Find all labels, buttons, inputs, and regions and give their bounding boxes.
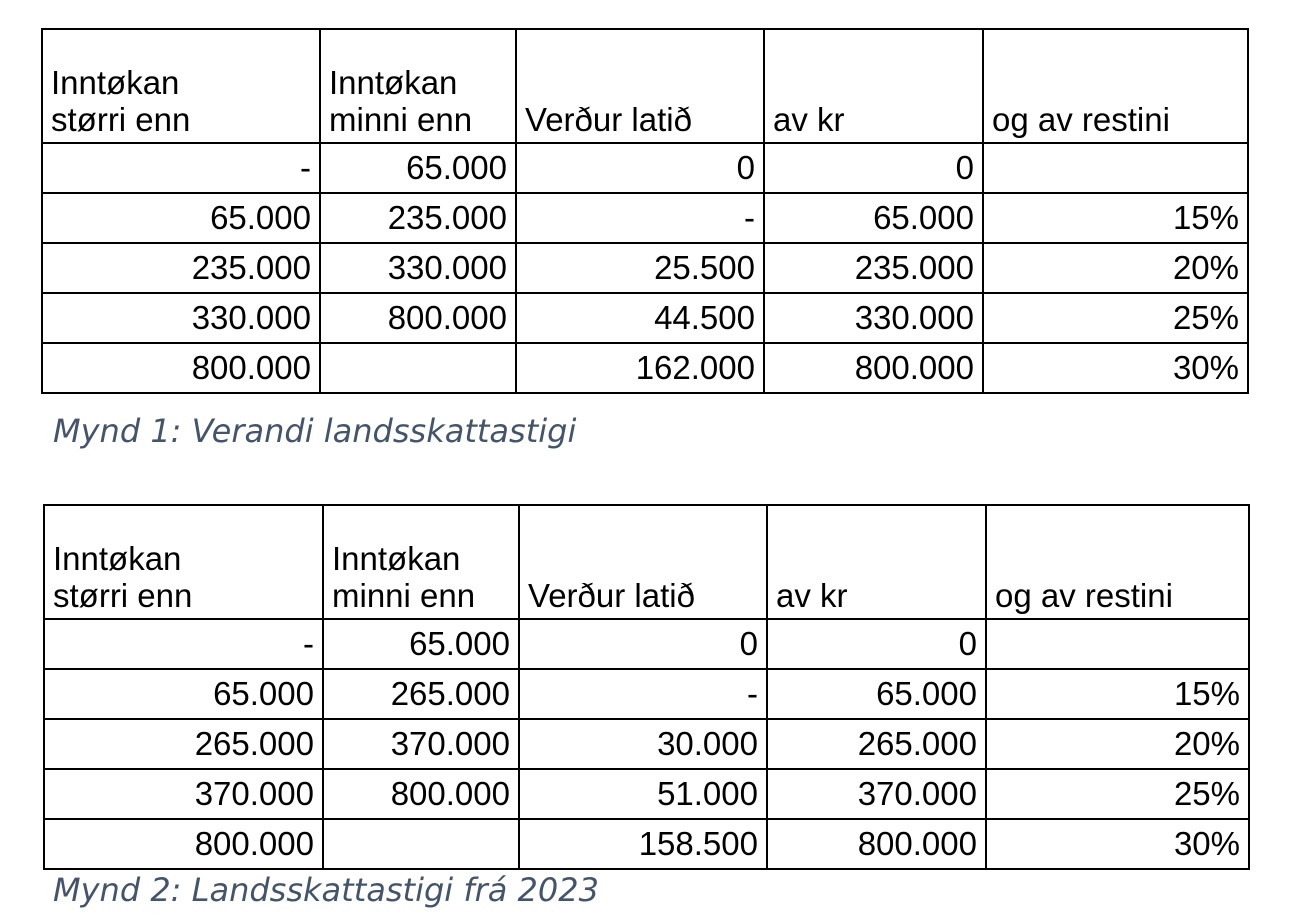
table-row xyxy=(44,769,1249,819)
table-cell: 51.000 xyxy=(519,769,767,819)
table-cell: 235.000 xyxy=(42,243,320,293)
table-cell: 0 xyxy=(764,143,983,193)
column-header xyxy=(986,505,1249,619)
table-cell: 30% xyxy=(983,343,1248,393)
header-line: av kr xyxy=(776,576,848,614)
header-row xyxy=(42,29,1248,143)
column-header xyxy=(764,29,983,143)
table-row xyxy=(42,243,1248,293)
table-cell: 370.000 xyxy=(323,719,519,769)
table-cell: 65.000 xyxy=(44,669,323,719)
tax-table-2023 xyxy=(43,504,1250,870)
table-cell: 800.000 xyxy=(320,293,516,343)
header-row xyxy=(44,505,1249,619)
column-header xyxy=(516,29,764,143)
table-cell: 0 xyxy=(767,619,986,669)
table-cell: 370.000 xyxy=(44,769,323,819)
column-header xyxy=(767,505,986,619)
table-cell: 0 xyxy=(516,143,764,193)
table-row xyxy=(44,619,1249,669)
column-header xyxy=(42,29,320,143)
column-header xyxy=(320,29,516,143)
table-body xyxy=(42,29,1248,393)
table-cell: - xyxy=(519,669,767,719)
table-body xyxy=(44,505,1249,869)
column-header xyxy=(44,505,323,619)
table-cell: 800.000 xyxy=(44,819,323,869)
table-cell: - xyxy=(516,193,764,243)
table-cell: 25% xyxy=(983,293,1248,343)
header-line: Inntøkan xyxy=(329,64,458,102)
table-cell: 330.000 xyxy=(320,243,516,293)
table-cell: 158.500 xyxy=(519,819,767,869)
column-header xyxy=(983,29,1248,143)
table-cell: 800.000 xyxy=(764,343,983,393)
table-cell: 65.000 xyxy=(320,143,516,193)
table-cell: 65.000 xyxy=(767,669,986,719)
table-cell: 65.000 xyxy=(42,193,320,243)
table-cell: 25.500 xyxy=(516,243,764,293)
header-line xyxy=(776,541,977,577)
tax-table-current xyxy=(41,28,1249,394)
table-cell: 15% xyxy=(986,669,1249,719)
table-cell: 800.000 xyxy=(42,343,320,393)
table-cell: 265.000 xyxy=(44,719,323,769)
table-cell: 330.000 xyxy=(42,293,320,343)
table-cell: 235.000 xyxy=(764,243,983,293)
table-cell: - xyxy=(44,619,323,669)
table-row xyxy=(42,343,1248,393)
header-line: Verður latið xyxy=(528,576,695,614)
table-caption-2: Mynd 2: Landsskattastigi frá 2023 xyxy=(53,871,599,909)
table-cell: 265.000 xyxy=(767,719,986,769)
table-row xyxy=(42,293,1248,343)
header-line: minni enn xyxy=(329,100,473,138)
header-line xyxy=(525,65,755,101)
header-line: og av restini xyxy=(992,100,1170,138)
table-caption-1: Mynd 1: Verandi landsskattastigi xyxy=(53,412,577,450)
table-cell: 0 xyxy=(519,619,767,669)
header-line: størri enn xyxy=(51,100,191,138)
table-row xyxy=(42,143,1248,193)
table-cell: 162.000 xyxy=(516,343,764,393)
table-cell xyxy=(323,819,519,869)
header-line: Inntøkan xyxy=(51,64,180,102)
table-row xyxy=(44,719,1249,769)
table-cell: 800.000 xyxy=(767,819,986,869)
table-row xyxy=(44,819,1249,869)
table-cell: 800.000 xyxy=(323,769,519,819)
header-line xyxy=(992,65,1239,101)
header-line: og av restini xyxy=(995,576,1173,614)
header-line: Inntøkan xyxy=(53,540,182,578)
table-cell: 65.000 xyxy=(764,193,983,243)
table-cell: 330.000 xyxy=(764,293,983,343)
header-line: minni enn xyxy=(332,576,476,614)
header-line: av kr xyxy=(773,100,845,138)
column-header xyxy=(519,505,767,619)
header-line xyxy=(773,65,974,101)
table-cell: 30.000 xyxy=(519,719,767,769)
column-header xyxy=(323,505,519,619)
table-cell: 20% xyxy=(983,243,1248,293)
table-cell: 30% xyxy=(986,819,1249,869)
header-line: Verður latið xyxy=(525,100,692,138)
table-cell: 20% xyxy=(986,719,1249,769)
table-cell: 25% xyxy=(986,769,1249,819)
table-cell xyxy=(983,143,1248,193)
table-cell: 265.000 xyxy=(323,669,519,719)
header-line: Inntøkan xyxy=(332,540,461,578)
table-cell xyxy=(320,343,516,393)
table-row xyxy=(42,193,1248,243)
table-cell: - xyxy=(42,143,320,193)
table-cell: 370.000 xyxy=(767,769,986,819)
table-cell: 235.000 xyxy=(320,193,516,243)
header-line: størri enn xyxy=(53,576,193,614)
table-cell xyxy=(986,619,1249,669)
table-cell: 65.000 xyxy=(323,619,519,669)
header-line xyxy=(528,541,758,577)
header-line xyxy=(995,541,1240,577)
table-row xyxy=(44,669,1249,719)
table-cell: 15% xyxy=(983,193,1248,243)
table-cell: 44.500 xyxy=(516,293,764,343)
